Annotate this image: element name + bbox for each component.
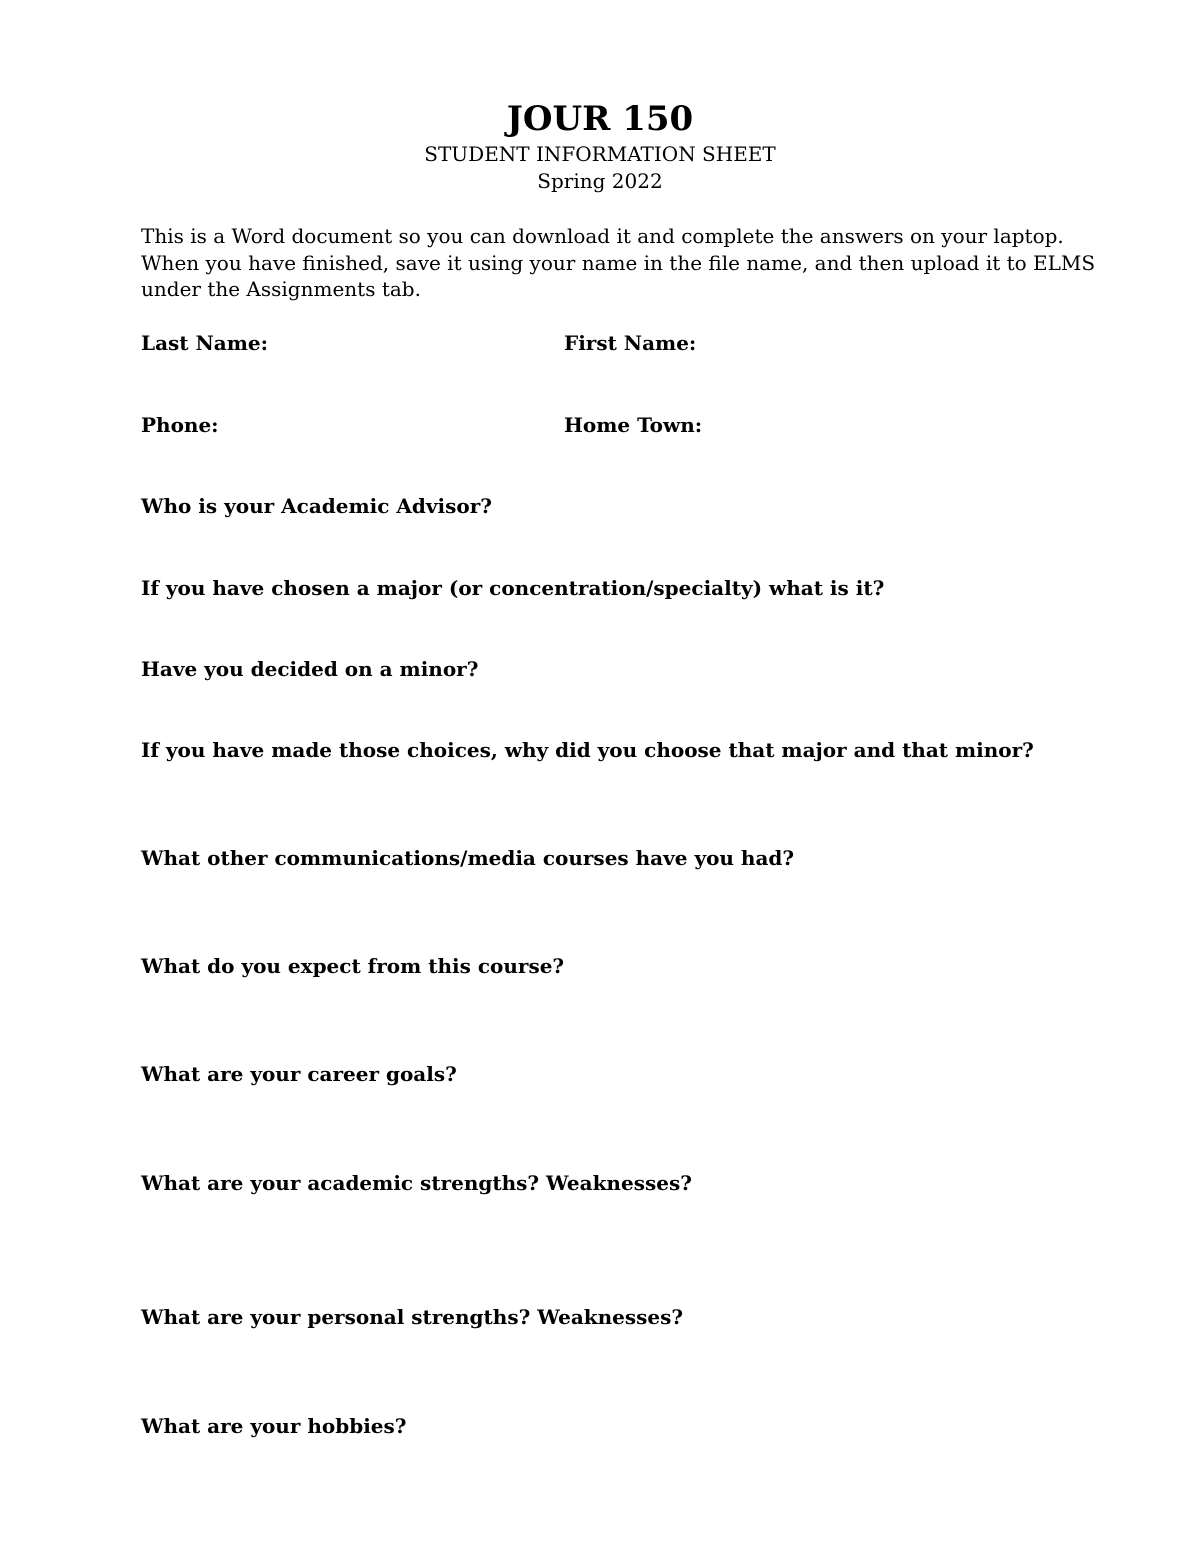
intro-line: This is a Word document so you can download it and complete the answers on your laptop. [141, 224, 1064, 248]
question-why-major-minor: If you have made those choices, why did you choose that major and that minor? [141, 738, 1034, 762]
sheet-title: STUDENT INFORMATION SHEET [424, 142, 776, 166]
intro-line: under the Assignments tab. [141, 277, 421, 301]
intro-paragraph [141, 223, 1096, 303]
home-town-label: Home Town: [564, 413, 703, 437]
course-title: JOUR 150 [506, 99, 694, 139]
question-hobbies: What are your hobbies? [141, 1414, 407, 1438]
intro-line: When you have finished, save it using your name in the file name, and then upload it to ELMS [141, 250, 1096, 275]
question-career-goals: What are your career goals? [141, 1062, 457, 1086]
term: Spring 2022 [537, 169, 663, 193]
question-major: If you have chosen a major (or concentration/specialty) what is it? [141, 576, 885, 600]
phone-label: Phone: [141, 413, 219, 437]
first-name-label: First Name: [564, 331, 697, 355]
question-academic-advisor: Who is your Academic Advisor? [141, 494, 492, 518]
question-personal-strengths: What are your personal strengths? Weaknesses? [141, 1305, 684, 1329]
question-course-expectations: What do you expect from this course? [141, 954, 565, 978]
last-name-label: Last Name: [141, 331, 268, 355]
question-other-courses: What other communications/media courses have you had? [141, 846, 795, 870]
question-minor: Have you decided on a minor? [141, 657, 479, 681]
question-academic-strengths: What are your academic strengths? Weaknesses? [141, 1171, 692, 1195]
